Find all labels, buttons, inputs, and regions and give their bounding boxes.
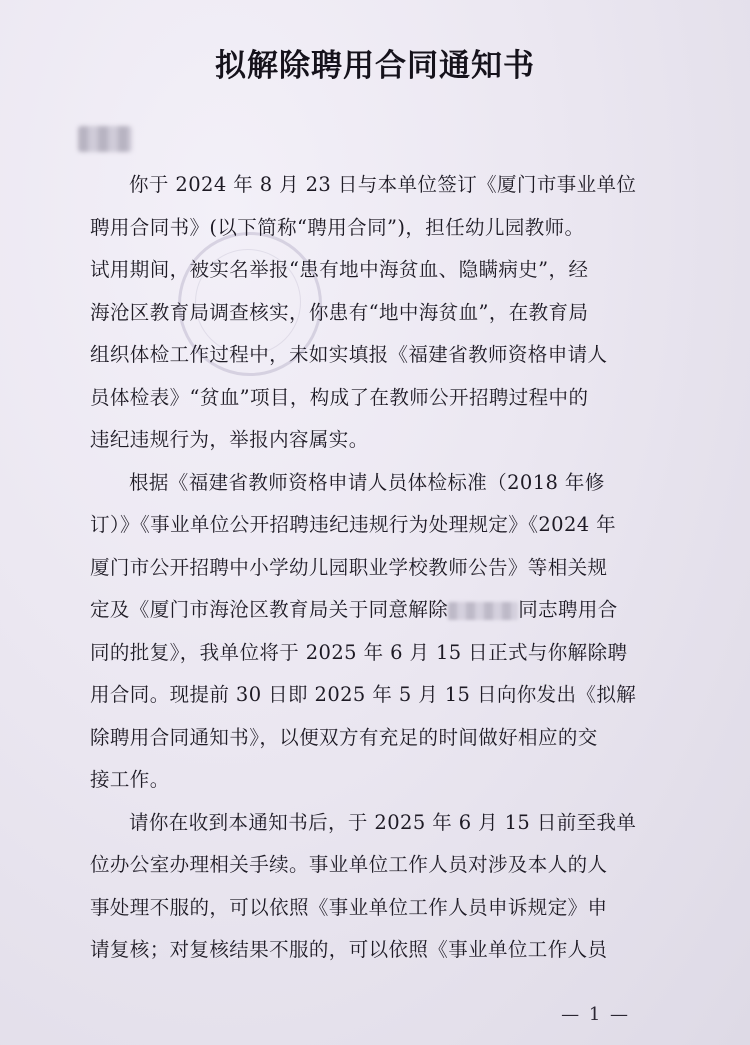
- paragraph-line: 聘用合同书》(以下简称“聘用合同”)，担任幼儿园教师。: [90, 215, 585, 239]
- paragraph-line: 事处理不服的，可以依照《事业单位工作人员申诉规定》申: [90, 895, 608, 919]
- paragraph-line: 违纪违规行为，举报内容属实。: [90, 428, 369, 451]
- paragraph-line: 根据《福建省教师资格申请人员体检标准（2018 年修: [129, 470, 605, 494]
- document-body: [90, 164, 650, 972]
- paragraph-line-part: 同志聘用合: [518, 598, 618, 621]
- paragraph-line: 请你在收到本通知书后，于 2025 年 6 月 15 日前至我单: [129, 810, 637, 834]
- paragraph-3: [90, 802, 650, 972]
- paragraph-line: 位办公室办理相关手续。事业单位工作人员对涉及本人的人: [90, 853, 608, 876]
- paragraph-line: 试用期间，被实名举报“患有地中海贫血、隐瞒病史”，经: [90, 258, 589, 281]
- paragraph-line: 组织体检工作过程中，未如实填报《福建省教师资格申请人: [90, 343, 608, 366]
- paragraph-line: 海沧区教育局调查核实，你患有“地中海贫血”，在教育局: [90, 300, 589, 324]
- paragraph-line: 订）》《事业单位公开招聘违纪违规行为处理规定》《2024 年: [90, 513, 617, 536]
- redacted-name: [448, 602, 518, 620]
- paragraph-line: 你于 2024 年 8 月 23 日与本单位签订《厦门市事业单位: [129, 173, 637, 196]
- paragraph-line: 除聘用合同通知书》，以便双方有充足的时间做好相应的交: [90, 725, 598, 749]
- paragraph-1: [90, 164, 650, 462]
- page-number: — 1 —: [561, 1004, 630, 1025]
- paragraph-line: [90, 589, 650, 632]
- paragraph-line: 接工作。: [90, 768, 170, 791]
- paragraph-line-part: 定及《厦门市海沧区教育局关于同意解除: [90, 598, 449, 621]
- paragraph-line: 请复核；对复核结果不服的，可以依照《事业单位工作人员: [90, 938, 608, 961]
- paragraph-line: 员体检表》“贫血”项目，构成了在教师公开招聘过程中的: [90, 385, 589, 409]
- paragraph-line: 同的批复》，我单位将于 2025 年 6 月 15 日正式与你解除聘: [90, 640, 628, 664]
- paragraph-2: [90, 462, 650, 802]
- paragraph-line: 厦门市公开招聘中小学幼儿园职业学校教师公告》等相关规: [90, 555, 608, 579]
- paragraph-line: 用合同。现提前 30 日即 2025 年 5 月 15 日向你发出《拟解: [90, 683, 637, 706]
- document-title: 拟解除聘用合同通知书: [215, 48, 535, 84]
- redacted-addressee-name: [78, 126, 132, 152]
